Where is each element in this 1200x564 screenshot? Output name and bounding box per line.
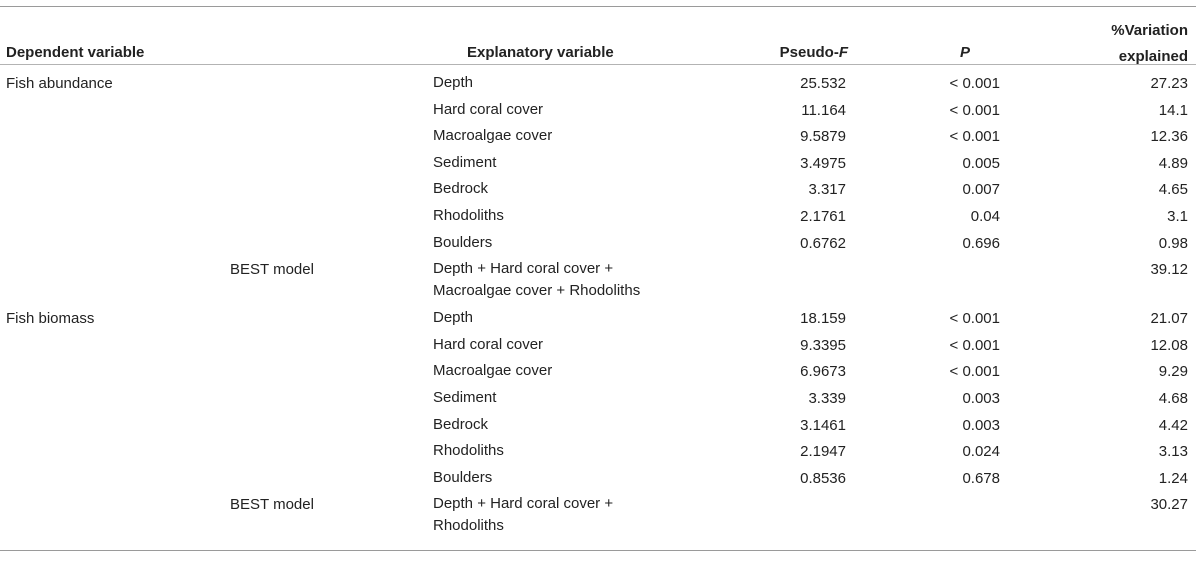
pseudo-f-value: 2.1761 — [800, 208, 846, 225]
explanatory-variable: Sediment — [433, 389, 497, 406]
pseudo-f-value: 9.5879 — [800, 128, 846, 146]
explanatory-variable: Rhodoliths — [433, 442, 504, 460]
p-value: 0.003 — [962, 390, 1000, 407]
header-variation-line1: %Variation — [1111, 22, 1188, 39]
pseudo-f-value: 11.164 — [801, 101, 846, 119]
header-pseudo-f-italic: F — [838, 44, 848, 61]
header-dependent-variable: Dependent variable — [6, 44, 145, 61]
p-value: < 0.001 — [949, 101, 1000, 119]
explanatory-variable: Boulders — [433, 233, 493, 251]
best-model-line1: Depth + Hard coral cover + — [433, 495, 614, 513]
pseudo-f-value: 3.317 — [808, 181, 846, 199]
variation-explained-value: 4.68 — [1158, 390, 1188, 407]
p-value: 0.696 — [962, 234, 1000, 252]
p-value: 0.04 — [970, 208, 1000, 225]
best-model-label: BEST model — [230, 496, 314, 514]
explanatory-variable: Macroalgae cover — [433, 362, 553, 380]
explanatory-variable: Hard coral cover — [433, 335, 544, 353]
p-value: 0.003 — [962, 416, 1000, 434]
pseudo-f-value: 2.1947 — [800, 443, 846, 461]
pseudo-f-value: 3.1461 — [800, 416, 846, 434]
variation-explained-value: 12.36 — [1150, 128, 1188, 146]
variation-explained-value: 3.13 — [1158, 443, 1188, 461]
pseudo-f-value: 0.6762 — [800, 234, 846, 252]
variation-explained-value: 14.1 — [1158, 101, 1188, 119]
p-value: < 0.001 — [949, 363, 1000, 381]
variation-explained-value: 0.98 — [1158, 234, 1188, 252]
explanatory-variable: Sediment — [433, 153, 497, 171]
variation-explained-value: 4.89 — [1158, 154, 1188, 172]
dependent-variable: Fish abundance — [6, 75, 113, 92]
header-variation-explained — [1111, 18, 1188, 70]
explanatory-variable: Macroalgae cover — [433, 127, 553, 145]
variation-explained-value: 1.24 — [1158, 469, 1188, 487]
header-pseudo-f-prefix: Pseudo- — [779, 44, 839, 61]
pseudo-f-value: 6.9673 — [800, 363, 846, 381]
pseudo-f-value: 25.532 — [800, 75, 846, 92]
best-model-line2: Macroalgae cover + Rhodoliths — [433, 282, 641, 300]
p-value: < 0.001 — [949, 75, 1000, 92]
explanatory-variable: Depth — [433, 309, 474, 327]
explanatory-variable: Depth — [433, 74, 474, 91]
header-p: P — [960, 44, 971, 61]
dependent-variable: Fish biomass — [6, 310, 95, 328]
table-header — [0, 7, 1196, 65]
explanatory-variable: Boulders — [433, 468, 493, 486]
header-explanatory-variable: Explanatory variable — [467, 44, 614, 61]
variation-explained-value: 21.07 — [1150, 310, 1188, 328]
header-variation-line2: explained — [1118, 48, 1188, 65]
best-model-line2: Rhodoliths — [433, 517, 504, 535]
explanatory-variable: Bedrock — [433, 180, 489, 198]
explanatory-variable: Hard coral cover — [433, 100, 544, 118]
variation-explained-value: 3.1 — [1167, 208, 1188, 225]
p-value: 0.007 — [962, 181, 1000, 199]
pseudo-f-value: 9.3395 — [800, 336, 846, 354]
p-value: 0.005 — [962, 154, 1000, 172]
variation-explained-value: 4.42 — [1158, 416, 1188, 434]
p-value: 0.678 — [962, 469, 1000, 487]
table-body — [0, 65, 1196, 560]
best-model-variation: 39.12 — [1150, 261, 1188, 279]
results-table — [0, 6, 1196, 560]
pseudo-f-value: 3.4975 — [800, 154, 846, 172]
explanatory-variable: Rhodoliths — [433, 207, 504, 224]
pseudo-f-value: 3.339 — [808, 390, 846, 407]
variation-explained-value: 27.23 — [1150, 75, 1188, 92]
pseudo-f-value: 18.159 — [800, 310, 846, 328]
p-value: < 0.001 — [949, 128, 1000, 146]
variation-explained-value: 9.29 — [1158, 363, 1188, 381]
variation-explained-value: 4.65 — [1158, 181, 1188, 199]
p-value: < 0.001 — [949, 310, 1000, 328]
p-value: < 0.001 — [949, 336, 1000, 354]
explanatory-variable: Bedrock — [433, 415, 489, 433]
bottom-rule — [0, 550, 1196, 551]
p-value: 0.024 — [962, 443, 1000, 461]
pseudo-f-value: 0.8536 — [800, 469, 846, 487]
best-model-line1: Depth + Hard coral cover + — [433, 260, 614, 278]
variation-explained-value: 12.08 — [1150, 336, 1188, 354]
best-model-variation: 30.27 — [1150, 496, 1188, 514]
header-pseudo-f — [780, 44, 848, 61]
best-model-label: BEST model — [230, 261, 314, 279]
